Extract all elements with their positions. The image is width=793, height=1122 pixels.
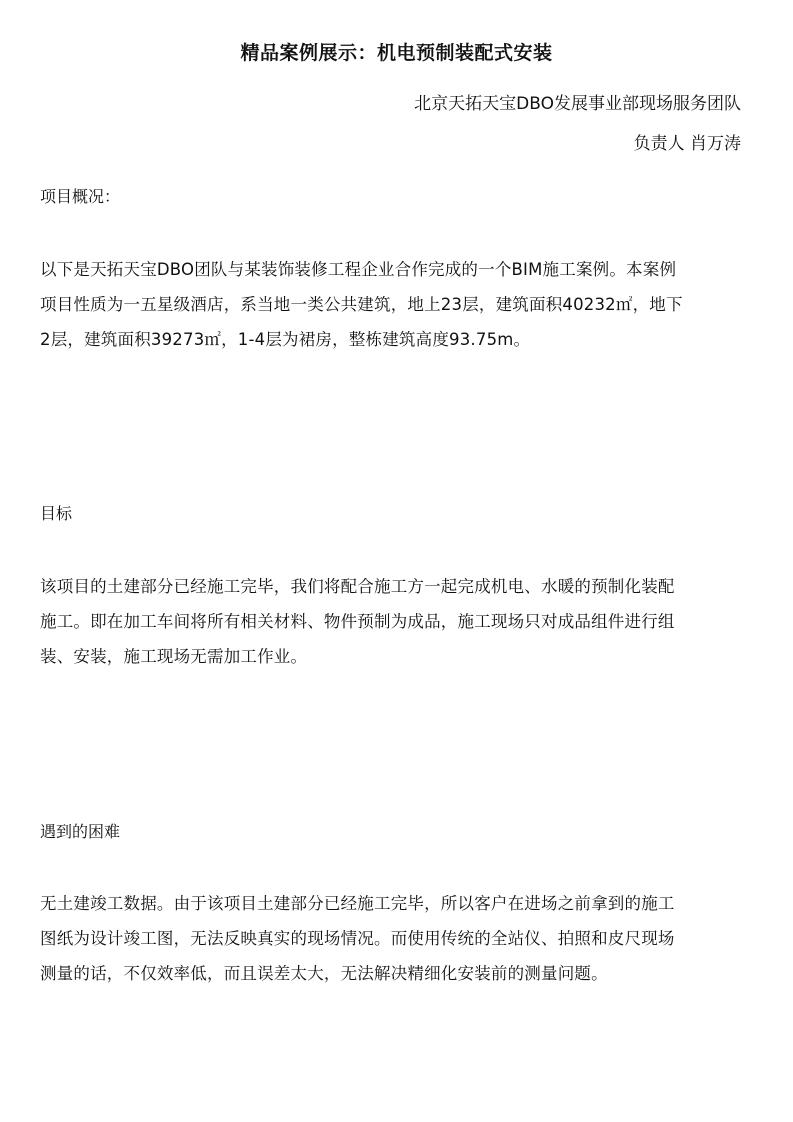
paragraph-line: 测量的话，不仅效率低，而且误差太大，无法解决精细化安装前的测量问题。 bbox=[40, 964, 608, 983]
paragraph-line: 无土建竣工数据。由于该项目土建部分已经施工完毕，所以客户在进场之前拿到的施工 bbox=[40, 894, 675, 913]
paragraph-line: 图纸为设计竣工图，无法反映真实的现场情况。而使用传统的全站仪、拍照和皮尺现场 bbox=[40, 929, 675, 948]
responsible-person: 负责人 肖万涛 bbox=[633, 134, 741, 154]
organization-name: 北京天拓天宝DBO发展事业部现场服务团队 bbox=[414, 94, 741, 114]
section-body-goal bbox=[40, 569, 755, 674]
paragraph-line: 装、安装，施工现场无需加工作业。 bbox=[40, 647, 308, 666]
paragraph-line: 2层，建筑面积39273㎡，1-4层为裙房，整栋建筑高度93.75m。 bbox=[40, 330, 531, 349]
section-heading-difficulties: 遇到的困难 bbox=[40, 822, 121, 841]
paragraph-line: 以下是天拓天宝DBO团队与某装饰装修工程企业合作完成的一个BIM施工案例。本案例 bbox=[40, 260, 677, 279]
document-title: 精品案例展示：机电预制装配式安装 bbox=[240, 42, 553, 64]
section-heading-overview: 项目概况： bbox=[40, 187, 121, 206]
paragraph-line: 该项目的土建部分已经施工完毕，我们将配合施工方一起完成机电、水暖的预制化装配 bbox=[40, 577, 675, 596]
paragraph-line: 项目性质为一五星级酒店，系当地一类公共建筑，地上23层，建筑面积40232㎡，地下 bbox=[40, 295, 683, 314]
section-heading-goal: 目标 bbox=[40, 504, 73, 523]
section-body-overview bbox=[40, 252, 755, 357]
section-body-difficulties bbox=[40, 886, 755, 991]
paragraph-line: 施工。即在加工车间将所有相关材料、物件预制为成品，施工现场只对成品组件进行组 bbox=[40, 612, 675, 631]
